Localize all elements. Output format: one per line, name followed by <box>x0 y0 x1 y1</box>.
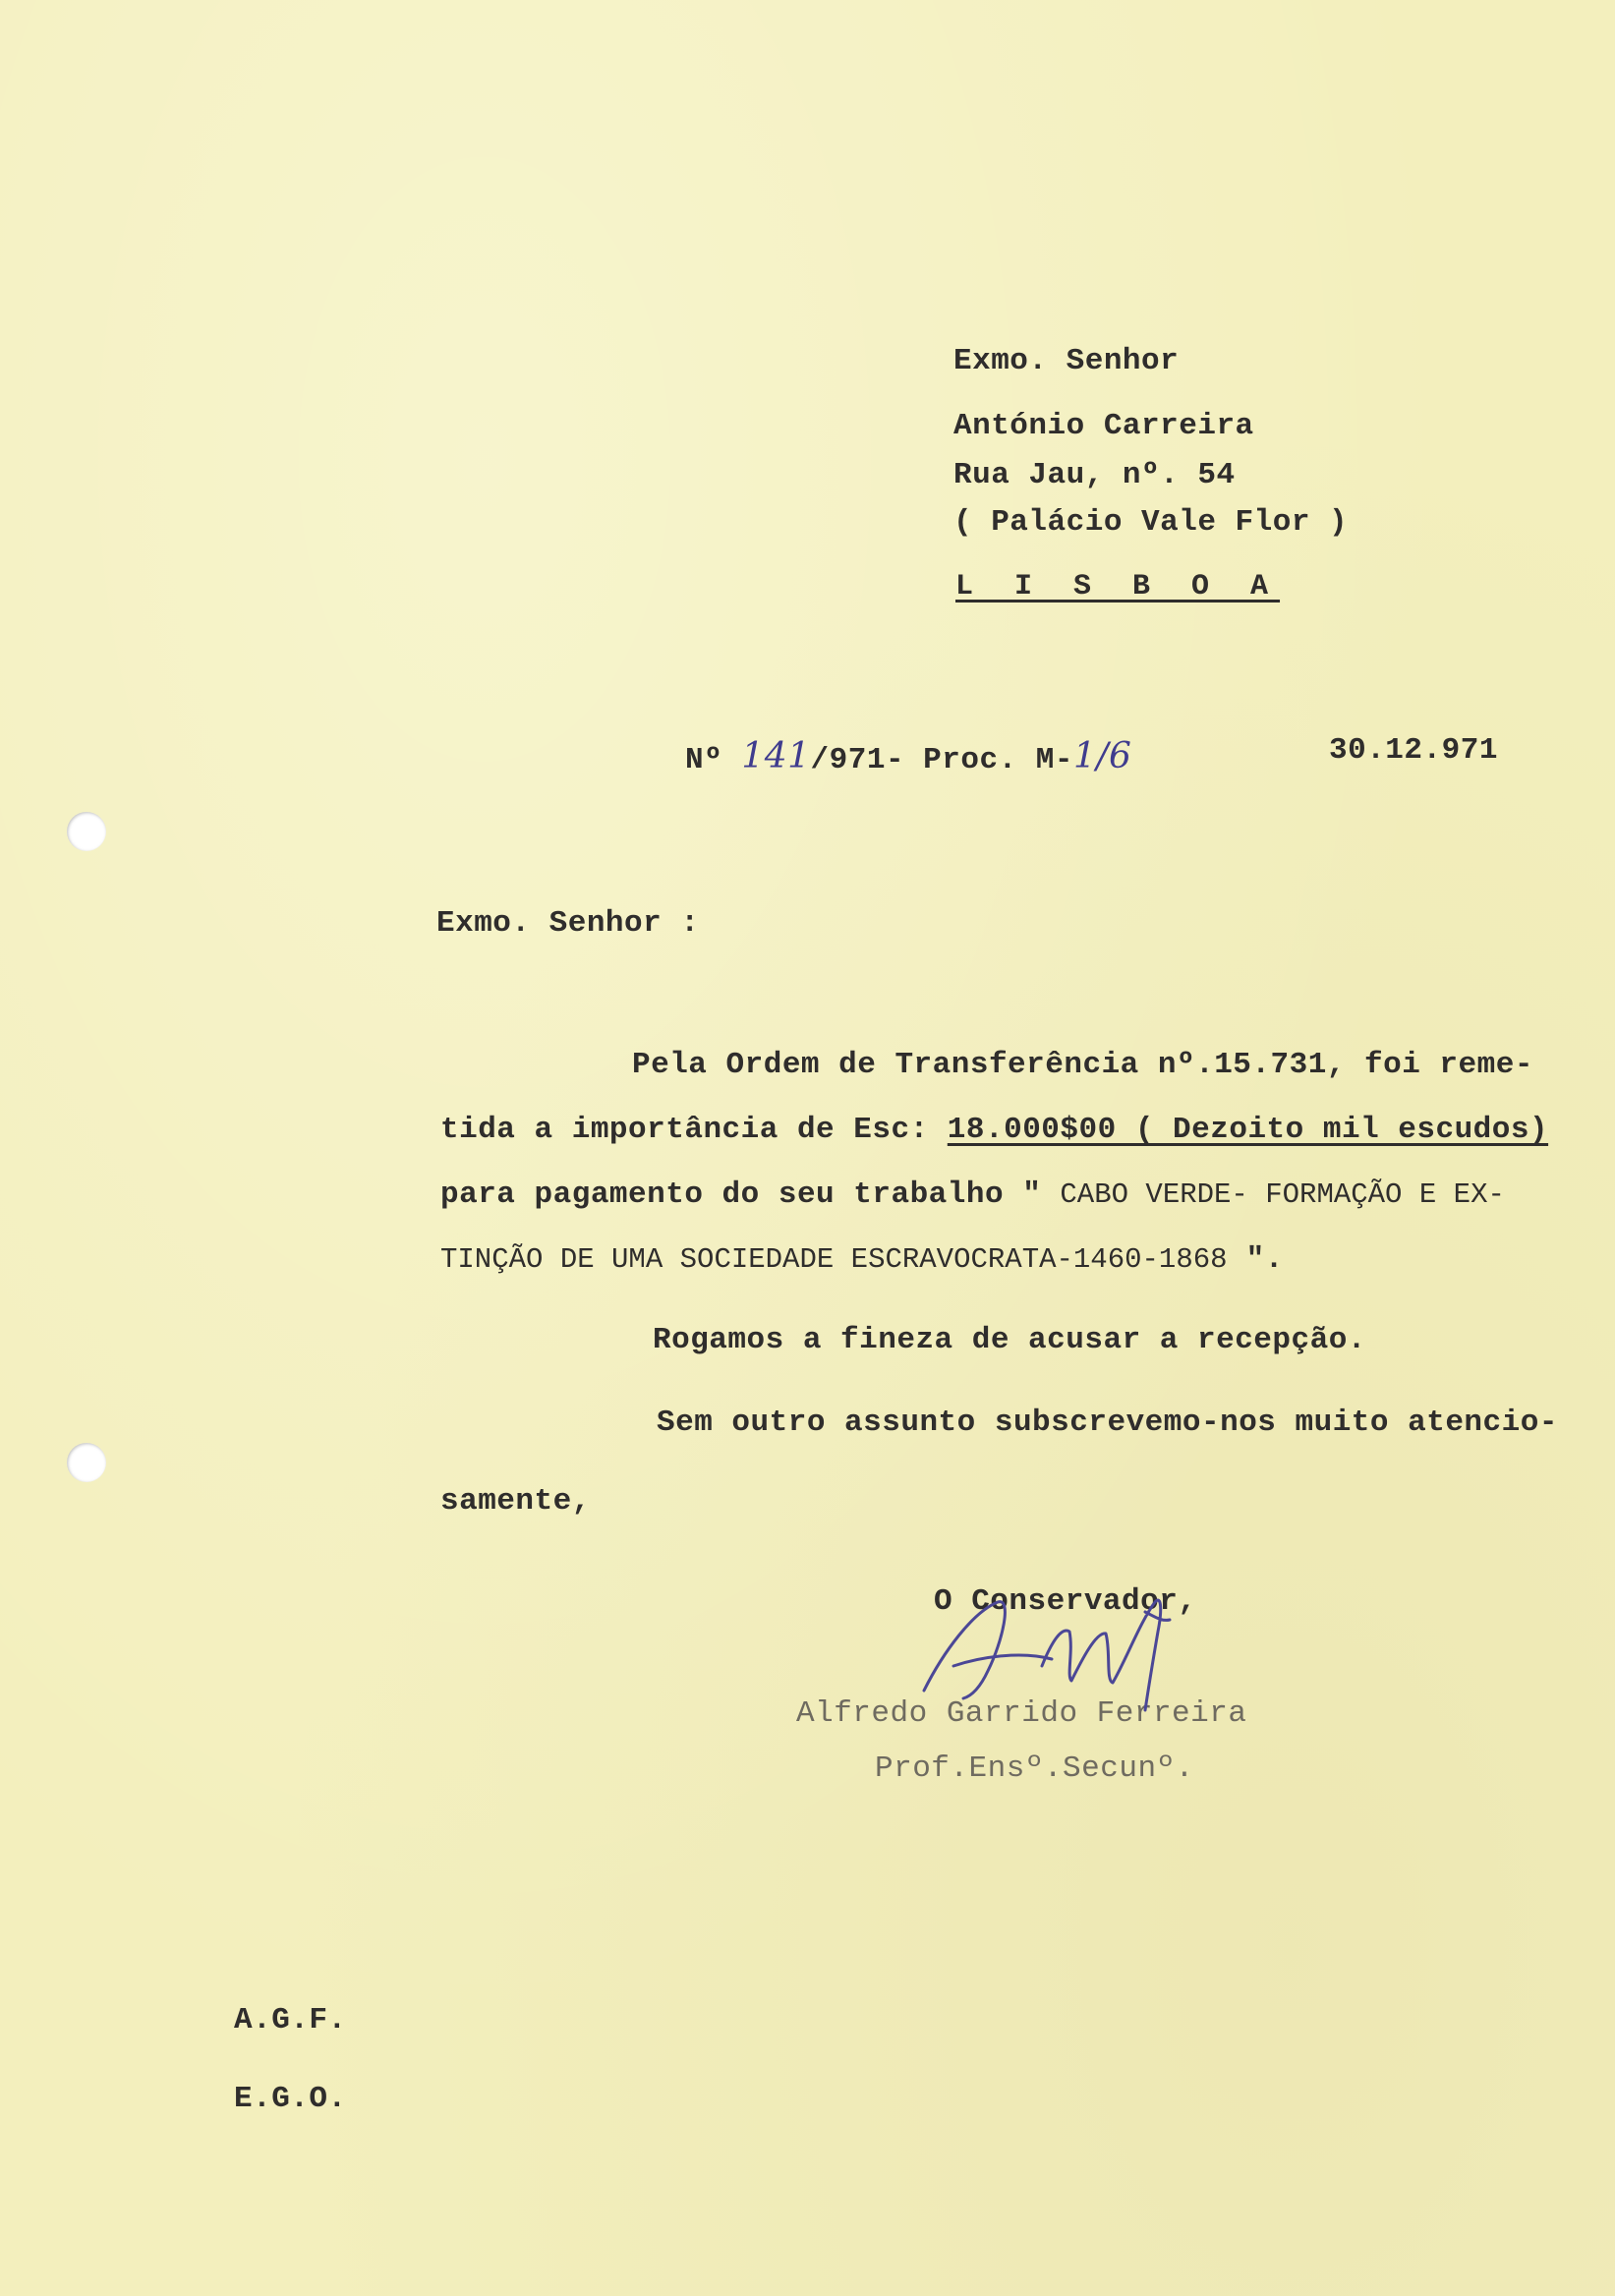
addressee-name: António Carreira <box>953 409 1254 443</box>
addressee-street: Rua Jau, nº. 54 <box>953 458 1236 492</box>
handwritten-signature <box>904 1573 1219 1720</box>
body-line-3-start: para pagamento do seu trabalho " <box>440 1177 1061 1212</box>
addressee-city: L I S B O A <box>955 570 1281 603</box>
closing-role: Prof.Ensº.Secunº. <box>875 1751 1194 1786</box>
addressee-building: ( Palácio Vale Flor ) <box>953 505 1349 540</box>
reference-prefix: Nº <box>685 743 723 777</box>
addressee-salutation: Exmo. Senhor <box>953 344 1180 378</box>
body-paragraph-3-line-1: Sem outro assunto subscrevemo-nos muito atencio- <box>657 1406 1558 1440</box>
body-paragraph-3-line-2: samente, <box>440 1484 591 1519</box>
work-title-part-2: TINÇÃO DE UMA SOCIEDADE ESCRAVOCRATA-1460-1868 <box>440 1243 1228 1276</box>
reference-line <box>685 736 1132 777</box>
closing-title: O Conservador, <box>934 1584 1197 1619</box>
reference-number-handwritten: 141 <box>741 736 811 776</box>
body-line-2 <box>440 1115 1548 1145</box>
reference-proc-handwritten: 1/6 <box>1073 736 1132 776</box>
initials-line-2: E.G.O. <box>234 2082 347 2116</box>
closing-name: Alfredo Garrido Ferreira <box>796 1696 1247 1731</box>
transfer-amount: 18.000$00 ( Dezoito mil escudos) <box>947 1113 1549 1147</box>
greeting: Exmo. Senhor : <box>436 906 700 941</box>
work-title-part-1: CABO VERDE- FORMAÇÃO E EX- <box>1060 1178 1505 1211</box>
body-paragraph-2: Rogamos a fineza de acusar a recepção. <box>653 1323 1366 1357</box>
reference-middle: /971- Proc. M- <box>810 743 1073 777</box>
body-line-4-end: ". <box>1227 1242 1284 1277</box>
body-line-1: Pela Ordem de Transferência nº.15.731, foi reme- <box>632 1048 1533 1082</box>
initials-line-1: A.G.F. <box>234 2003 347 2038</box>
body-line-4 <box>440 1244 1284 1275</box>
body-line-3 <box>440 1179 1505 1210</box>
punch-hole-bottom <box>67 1443 106 1482</box>
punch-hole-top <box>67 812 106 851</box>
reference-date: 30.12.971 <box>1329 733 1498 768</box>
body-line-2-start: tida a importância de Esc: <box>440 1113 948 1147</box>
